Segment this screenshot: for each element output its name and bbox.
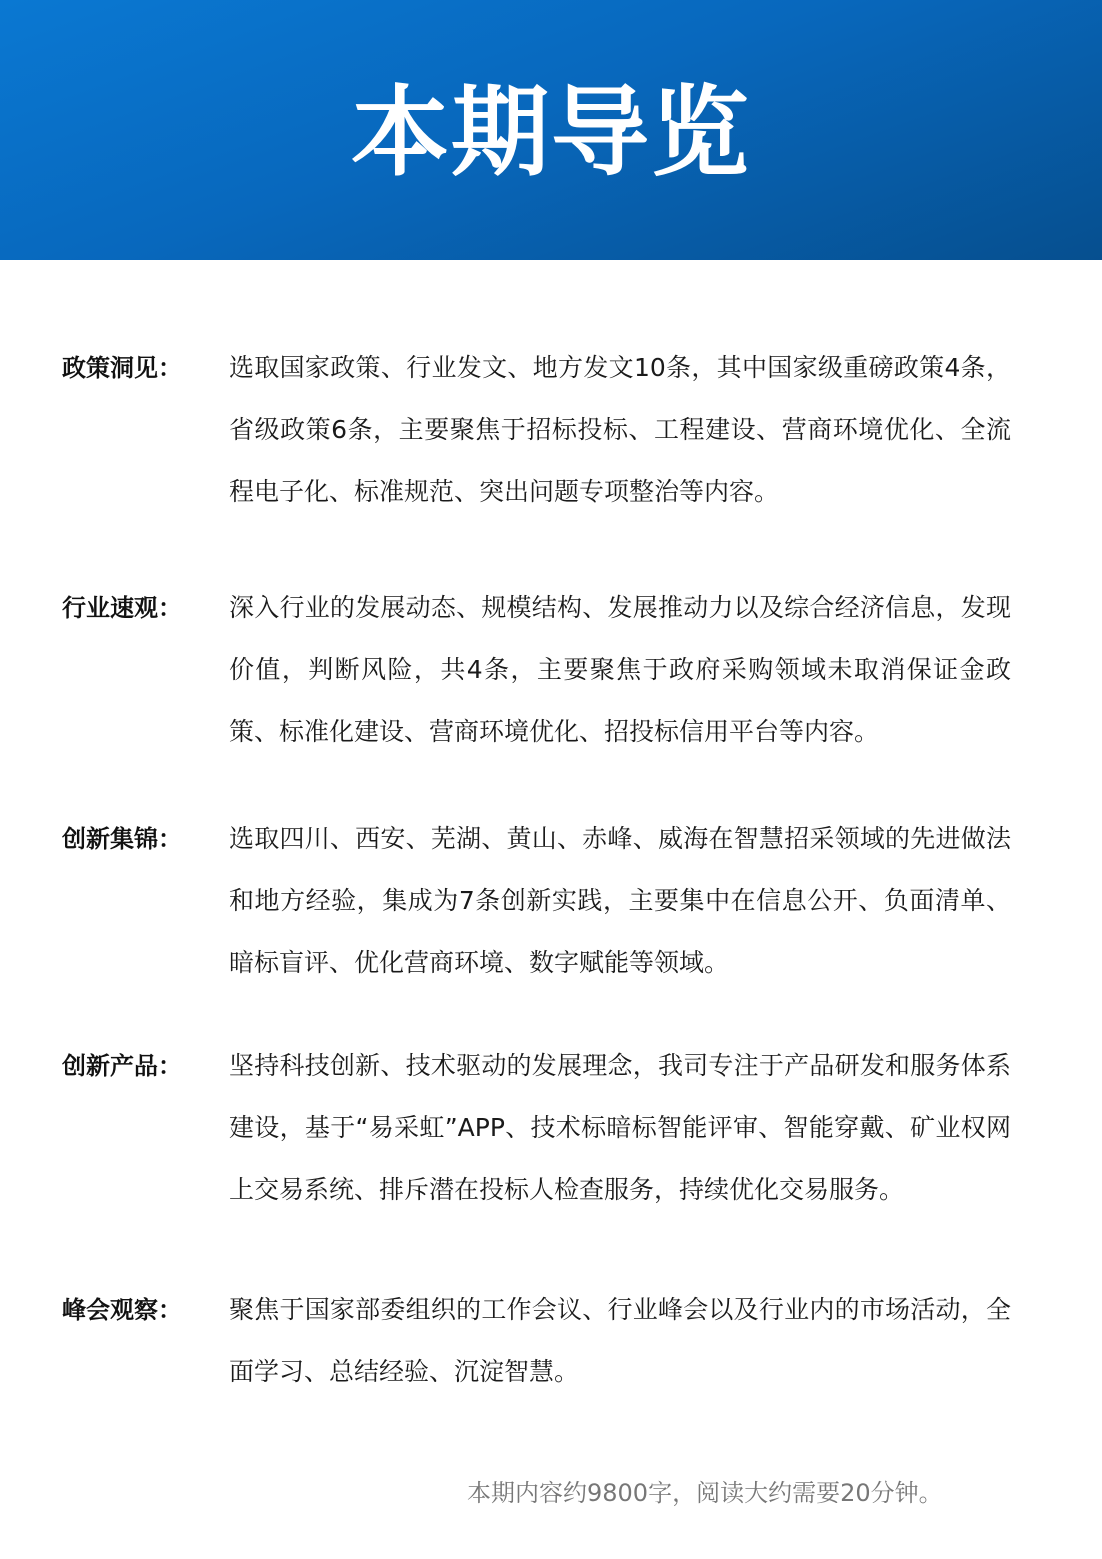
section-label: 创新集锦： bbox=[62, 825, 182, 853]
page-title: 本期导览 bbox=[350, 76, 751, 190]
section-label: 创新产品： bbox=[62, 1052, 182, 1080]
section-text: 聚焦于国家部委组织的工作会议、行业峰会以及行业内的市场活动，全面学习、总结经验、沉淀智慧。 bbox=[229, 1295, 1011, 1386]
section-label: 峰会观察： bbox=[62, 1296, 182, 1324]
section-text: 深入行业的发展动态、规模结构、发展推动力以及综合经济信息，发现价值，判断风险，共4条，主要聚焦于政府采购领域未取消保证金政策、标准化建设、营商环境优化、招投标信用平台等内容。 bbox=[229, 593, 1011, 746]
reading-time-note: 本期内容约9800字，阅读大约需要20分钟。 bbox=[467, 1479, 943, 1507]
section-text: 坚持科技创新、技术驱动的发展理念，我司专注于产品研发和服务体系建设，基于“易采虹”APP、技术标暗标智能评审、智能穿戴、矿业权网上交易系统、排斥潜在投标人检查服务，持续优化交易服务。 bbox=[229, 1051, 1011, 1204]
section-label: 政策洞见： bbox=[62, 354, 182, 382]
section-label: 行业速观： bbox=[62, 594, 182, 622]
section-text: 选取国家政策、行业发文、地方发文10条，其中国家级重磅政策4条，省级政策6条，主要聚焦于招标投标、工程建设、营商环境优化、全流程电子化、标准规范、突出问题专项整治等内容。 bbox=[229, 353, 1011, 506]
section-text: 选取四川、西安、芜湖、黄山、赤峰、威海在智慧招采领域的先进做法和地方经验，集成为7条创新实践，主要集中在信息公开、负面清单、暗标盲评、优化营商环境、数字赋能等领域。 bbox=[229, 824, 1011, 977]
header-banner bbox=[0, 0, 1102, 260]
